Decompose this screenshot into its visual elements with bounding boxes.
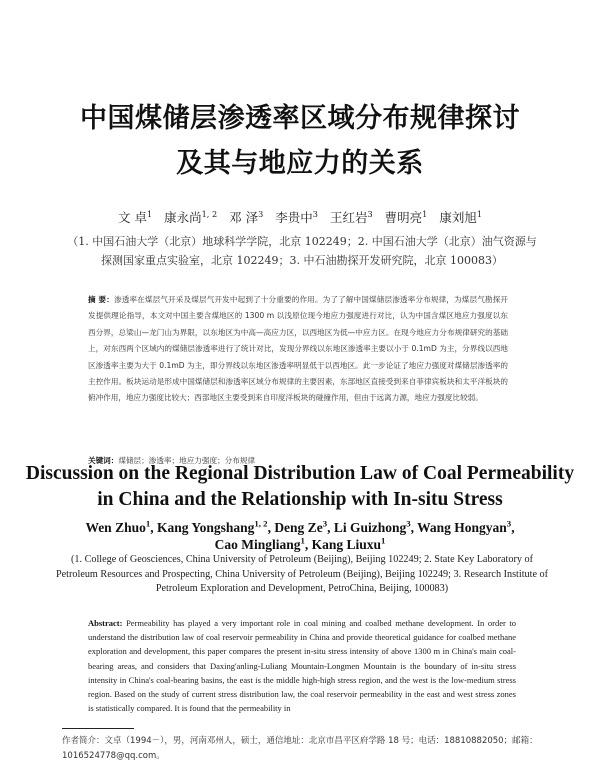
author-affiliation-mark: 3: [312, 208, 318, 219]
author-name: 邓 泽: [229, 210, 259, 225]
author: [385, 210, 428, 225]
english-affiliations: (1. College of Geosciences, China University of Petroleum (Beijing), Beijing 102249; 2. State Key Laboratory of Petroleum Resources and Prospecting, China University of Petroleum (Beijing), Beijing 102249; 3. Research Institute of Petroleum Exploration and Development, PetroChina, Beijing, 100083): [55, 554, 549, 594]
author: [118, 210, 152, 225]
chinese-affiliations: （1. 中国石油大学（北京）地球科学学院，北京 102249；2. 中国石油大学（北京）油气资源与探测国家重点实验室，北京 102249；3. 中石油勘探开发研究院，北京 100083）: [67, 235, 537, 267]
author-affiliation-mark: 1: [381, 535, 386, 546]
author-separator: ,: [150, 520, 157, 535]
author: [157, 520, 274, 535]
author: [164, 210, 217, 225]
author-separator: ,: [511, 520, 515, 535]
author-affiliation-mark: 3: [367, 208, 373, 219]
chinese-title-line-1: 中国煤储层渗透率区域分布规律探讨: [80, 103, 520, 134]
author-affiliation-mark: 1: [300, 535, 305, 546]
author-name: 王红岩: [329, 210, 368, 225]
author-separator: ,: [304, 537, 312, 552]
author-name: 康刘旭: [439, 210, 477, 225]
english-authors-line-2: [0, 537, 600, 553]
author-separator: ,: [267, 520, 275, 535]
author-name: Kang Liuxu: [311, 537, 382, 552]
author-affiliation-mark: 3: [258, 208, 264, 219]
author-name: Kang Yongshang: [156, 520, 255, 535]
author-affiliation-mark: 3: [322, 518, 328, 529]
english-title-line-2: in China and the Relationship with In-situ Stress: [97, 489, 503, 510]
author-affiliation-mark: 1, 2: [201, 208, 218, 219]
author: [312, 537, 386, 552]
english-title-line-1: Discussion on the Regional Distribution Law of Coal Permeability: [25, 463, 575, 484]
author-affiliation-mark: 3: [506, 518, 512, 529]
footnote-divider: [62, 728, 134, 729]
english-abstract-text: Permeability has played a very important role in coal mining and coalbed methane development. In order to understand the distribution law of coal reservoir permeability in China and provide theoretical guidance for coalbed methane exploration and development, this paper compares the present in-situ stress intensity of above 1300 m in China's main coal-bearing areas, and considers that Daxing'anling-Luliang Mountain-Longmen Mountain is the boundary of in-situ stress intensity in China's coal-bearing basins, the east is the middle high-high stress region, and the west is the low-medium stress region. Based on the study of current stress distribution law, the coal reservoir permeability in the east and west stress zones is statistically compared. It is found that the permeability in: [88, 618, 517, 714]
author-name: Wen Zhuo: [85, 520, 146, 535]
chinese-keywords-text: 煤储层；渗透率；地应力强度；分布规律: [118, 456, 256, 465]
author: [274, 520, 334, 535]
author-affiliation-mark: 1, 2: [254, 518, 268, 529]
author-affiliation-mark: 1: [145, 518, 151, 529]
author-name: Wang Hongyan: [417, 520, 507, 535]
author-name: 文 卓: [117, 210, 147, 225]
english-abstract-label: Abstract:: [88, 618, 123, 628]
chinese-abstract-label: 摘 要：: [88, 295, 114, 304]
author-name: Deng Ze: [274, 520, 323, 535]
author-separator: ,: [410, 520, 418, 535]
author: [229, 210, 263, 225]
author-affiliation-mark: 1: [146, 208, 153, 219]
author: [439, 210, 482, 225]
author-name: 康永尚: [164, 210, 202, 225]
chinese-title-line-2: 及其与地应力的关系: [176, 148, 424, 179]
author: [215, 537, 312, 552]
author-name: 曹明亮: [384, 210, 423, 225]
author: [417, 520, 514, 535]
chinese-abstract: [88, 292, 508, 407]
author: [334, 520, 417, 535]
chinese-authors: [0, 208, 600, 226]
author-name: Cao Mingliang: [214, 537, 301, 552]
author-name: Li Guizhong: [333, 520, 407, 535]
author-affiliation-mark: 1: [422, 208, 428, 219]
author-affiliation-mark: 1: [476, 208, 483, 219]
author: [330, 210, 373, 225]
author-name: 李贵中: [275, 210, 313, 225]
author-footnote: 作者简介：文卓（1994－），男，河南邓州人，硕士，通信地址：北京市昌平区府学路 18 号；电话：18810882050；邮箱：1016524778@qq.com。: [62, 736, 538, 761]
author-separator: ,: [327, 520, 334, 535]
author-affiliation-mark: 3: [406, 518, 411, 529]
chinese-keywords-label: 关键词：: [88, 456, 119, 465]
english-abstract: [88, 616, 516, 715]
english-authors-line-1: [0, 520, 600, 536]
author: [85, 520, 157, 535]
chinese-abstract-text: 渗透率在煤层气开采及煤层气开发中起到了十分重要的作用。为了了解中国煤储层渗透率分布规律，为煤层气勘探开发提供理论指导，本文对中国主要含煤地区的 1300 m 以浅原位现今地应力强度进行对比，认为中国含煤区地应力强度以东西分界，总梁山—龙门山为界限，以东地区为中高—高应力区，以西地区为低—中应力区。在现今地应力分布规律研究的基础上，对东西两个区域内的煤储层渗透率进行了统计对比，发现分界线以东地区渗透率主要以小于 0.1mD 为主，分界线以西地区渗透率主要为大于 0.1mD 为主，即分界线以东地区渗透率明显低于以西地区。此一步论证了地应力强度对煤储层渗透率的主控作用。板块运动是形成中国煤储层和渗透率区域分布规律的主要因素，东部地区直接受到来自菲律宾板块和太平洋板块的俯冲作用，地应力强度比较大；西部地区主要受到来自印度洋板块的碰撞作用，但由于远离力源，地应力强度比较弱。: [88, 295, 508, 403]
author: [275, 210, 318, 225]
